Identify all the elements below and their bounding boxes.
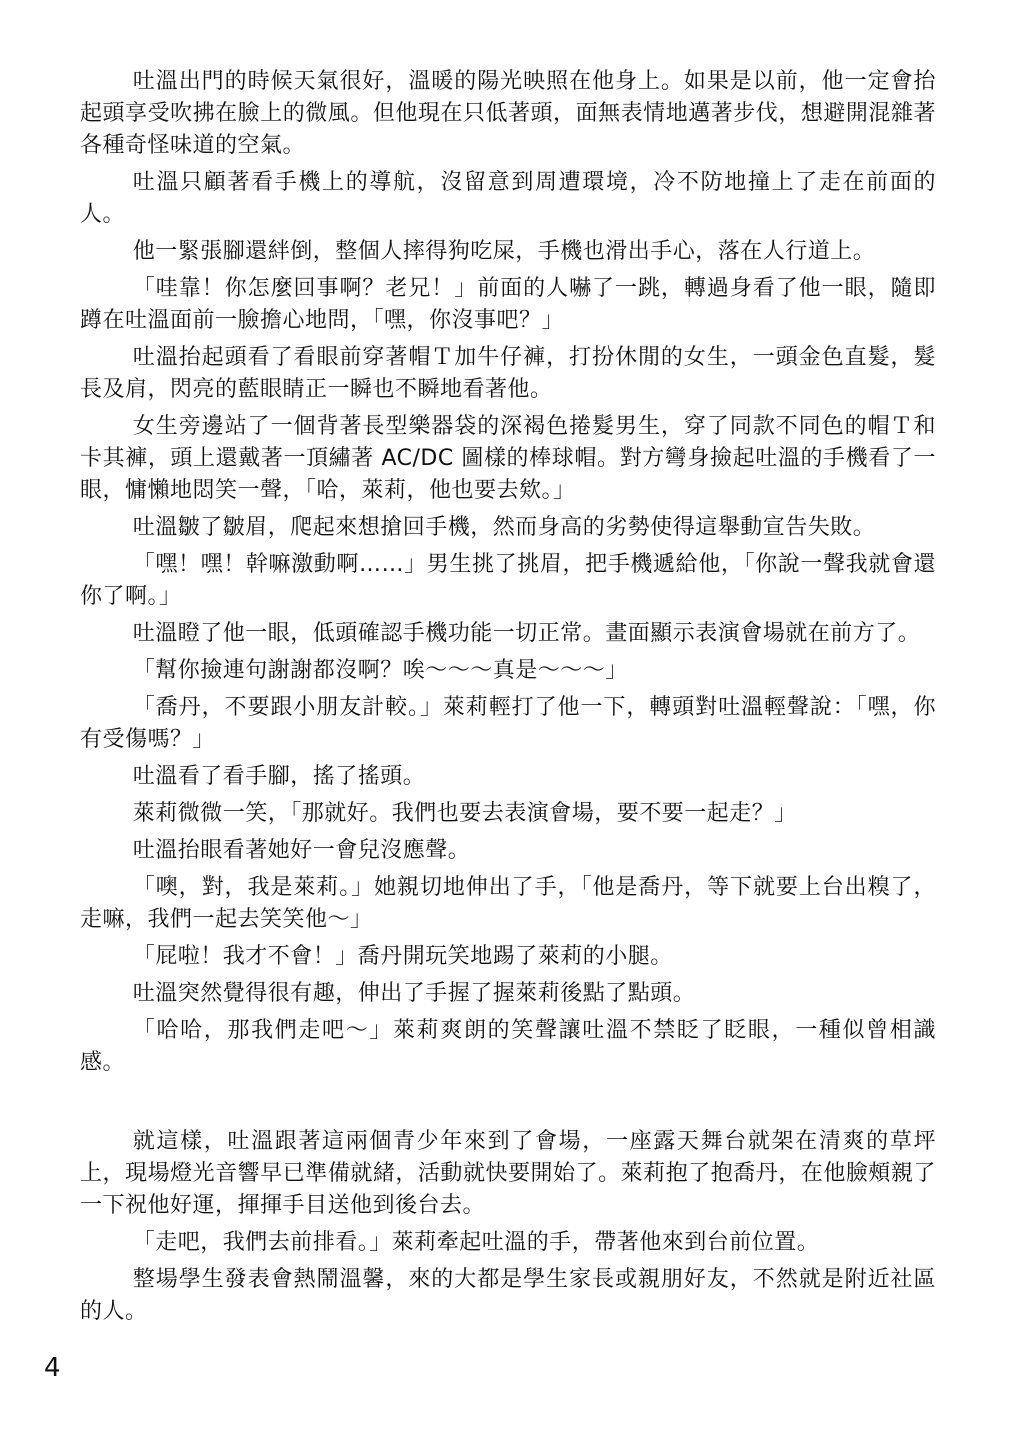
paragraph: 就這樣，吐溫跟著這兩個青少年來到了會場，一座露天舞台就架在清爽的草坪上，現場燈光音響早已準備就緒，活動就快要開始了。萊莉抱了抱喬丹，在他臉頰親了一下祝他好運，揮揮手目送他到後台去。 xyxy=(80,1129,936,1218)
paragraph: 吐溫抬眼看著她好一會兒沒應聲。 xyxy=(132,838,471,863)
paragraph: 「噢，對，我是萊莉。」她親切地伸出了手，「他是喬丹，等下就要上台出糗了，走嘛，我們一起去笑笑他～」 xyxy=(80,875,936,932)
body-text xyxy=(80,66,936,1333)
paragraph: 「哇靠！你怎麼回事啊？老兄！」前面的人嚇了一跳，轉過身看了他一眼，隨即蹲在吐溫面前一臉擔心地問，「嘿，你沒事吧？」 xyxy=(80,276,936,333)
paragraph: 吐溫抬起頭看了看眼前穿著帽Ｔ加牛仔褲，打扮休閒的女生，一頭金色直髮，髮長及肩，閃亮的藍眼睛正一瞬也不瞬地看著他。 xyxy=(80,345,936,402)
paragraph: 吐溫皺了皺眉，爬起來想搶回手機，然而身高的劣勢使得這舉動宣告失敗。 xyxy=(132,515,876,540)
paragraph: 整場學生發表會熱鬧溫馨，來的大都是學生家長或親朋好友，不然就是附近社區的人。 xyxy=(80,1267,936,1324)
scene-break xyxy=(80,1084,936,1126)
paragraph: 「屁啦！我才不會！」喬丹開玩笑地踢了萊莉的小腿。 xyxy=(132,944,673,969)
paragraph: 吐溫突然覺得很有趣，伸出了手握了握萊莉後點了點頭。 xyxy=(132,981,696,1006)
paragraph: 「嘿！嘿！幹嘛激動啊……」男生挑了挑眉，把手機遞給他，「你說一聲我就會還你了啊。」 xyxy=(80,552,936,609)
paragraph: 萊莉微微一笑，「那就好。我們也要去表演會場，要不要一起走？」 xyxy=(132,801,797,826)
paragraph: 吐溫看了看手腳，搖了搖頭。 xyxy=(132,764,426,789)
paragraph: 「幫你撿連句謝謝都沒啊？唉～～～真是～～～」 xyxy=(132,658,628,683)
paragraph: 女生旁邊站了一個背著長型樂器袋的深褐色捲髮男生，穿了同款不同色的帽Ｔ和卡其褲，頭上還戴著一頂繡著 AC/DC 圖樣的棒球帽。對方彎身撿起吐溫的手機看了一眼，慵懶地悶笑一聲，「哈，萊莉，他也要去欸。」 xyxy=(80,414,936,503)
paragraph: 吐溫瞪了他一眼，低頭確認手機功能一切正常。畫面顯示表演會場就在前方了。 xyxy=(132,621,921,646)
paragraph: 「喬丹，不要跟小朋友計較。」萊莉輕打了他一下，轉頭對吐溫輕聲說：「嘿，你有受傷嗎？」 xyxy=(80,695,936,752)
paragraph: 「走吧，我們去前排看。」萊莉牽起吐溫的手，帶著他來到台前位置。 xyxy=(132,1230,820,1255)
paragraph: 「哈哈，那我們走吧～」萊莉爽朗的笑聲讓吐溫不禁眨了眨眼，一種似曾相識感。 xyxy=(80,1018,936,1075)
page-number: 4 xyxy=(44,1353,61,1383)
paragraph: 吐溫出門的時候天氣很好，溫暖的陽光映照在他身上。如果是以前，他一定會抬起頭享受吹拂在臉上的微風。但他現在只低著頭，面無表情地邁著步伐，想避開混雜著各種奇怪味道的空氣。 xyxy=(80,69,936,158)
paragraph: 吐溫只顧著看手機上的導航，沒留意到周遭環境，冷不防地撞上了走在前面的人。 xyxy=(80,170,936,227)
paragraph: 他一緊張腳還絆倒，整個人摔得狗吃屎，手機也滑出手心，落在人行道上。 xyxy=(132,239,876,264)
